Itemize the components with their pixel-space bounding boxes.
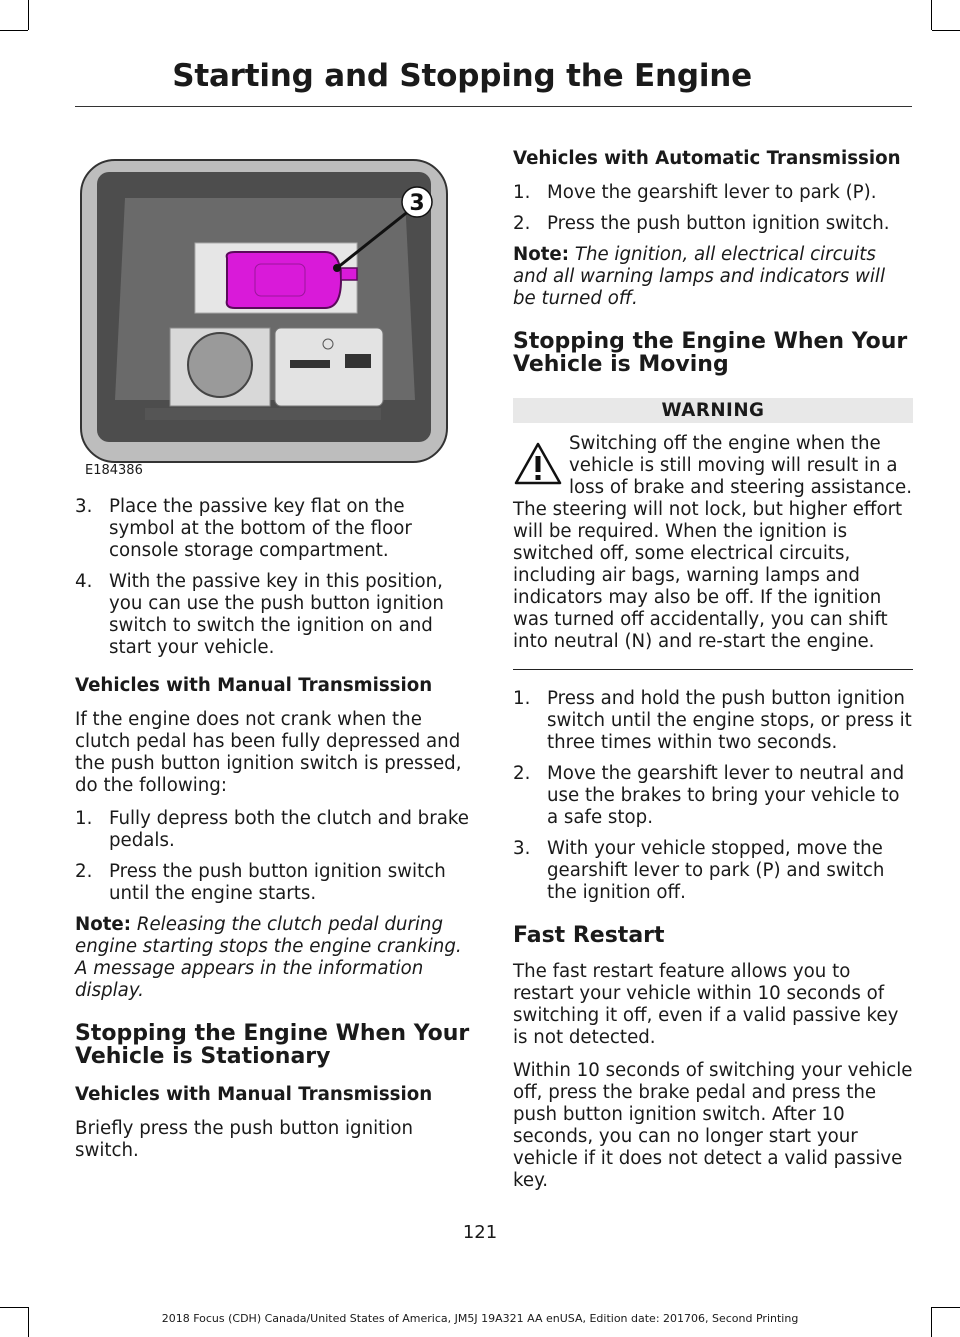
- list-number: 3.: [513, 838, 531, 859]
- list-item: [75, 571, 475, 659]
- note: [513, 244, 913, 310]
- list-number: 2.: [513, 213, 531, 234]
- list-text: Press the push button ignition switch.: [547, 213, 890, 234]
- crop-mark: [932, 1307, 960, 1308]
- list-number: 4.: [75, 571, 93, 592]
- list-text: Move the gearshift lever to park (P).: [547, 182, 877, 203]
- console-illustration: [75, 140, 453, 480]
- console-figure: [75, 140, 453, 480]
- list-number: 1.: [75, 808, 93, 829]
- list-item: [513, 213, 913, 235]
- warning-text: Switching off the engine when the vehicle is still moving will result in a loss of brake and steering assistance. The steering will not lock, but higher effort will be required. When the ignition is switched off, some electrical circuits, including air bags, warning lamps and indicators may also be off. If the ignition was turned off accidentally, you can shift into neutral (N) and re-start the engine.: [513, 433, 913, 652]
- list-item: [513, 688, 913, 754]
- list-number: 3.: [75, 496, 93, 517]
- section-heading: Fast Restart: [513, 923, 665, 948]
- steps-list-moving: [513, 688, 913, 904]
- right-column: [513, 140, 913, 1203]
- paragraph: Within 10 seconds of switching your vehicle off, press the brake pedal and press the push button ignition switch. After 10 seconds, you can no longer start your vehicle if it does not detect a valid passive key.: [513, 1060, 913, 1191]
- warning-box: [513, 433, 913, 670]
- section-heading: Stopping the Engine When Your Vehicle is Stationary: [75, 1021, 470, 1069]
- list-item: [513, 182, 913, 204]
- crop-mark: [0, 1307, 28, 1308]
- crop-mark: [931, 0, 932, 30]
- page-title: Starting and Stopping the Engine: [172, 58, 752, 94]
- left-column: [75, 140, 475, 1173]
- paragraph: Briefly press the push button ignition switch.: [75, 1118, 414, 1161]
- list-text: Place the passive key flat on the symbol at the bottom of the floor console storage compartment.: [109, 496, 412, 561]
- note-label: Note:: [75, 914, 132, 935]
- list-item: [75, 496, 475, 562]
- section-heading: Stopping the Engine When Your Vehicle is Moving: [513, 329, 908, 377]
- list-text: Press the push button ignition switch until the engine starts.: [109, 861, 446, 904]
- list-number: 1.: [513, 688, 531, 709]
- subheading: Vehicles with Manual Transmission: [75, 675, 433, 696]
- callout-number: 3: [409, 191, 425, 216]
- list-item: [513, 838, 913, 904]
- list-item: [513, 763, 913, 829]
- list-number: 2.: [75, 861, 93, 882]
- subheading: Vehicles with Manual Transmission: [75, 1084, 433, 1105]
- paragraph: The fast restart feature allows you to restart your vehicle within 10 seconds of switching it off, even if a valid passive key is not detected.: [513, 961, 899, 1048]
- list-text: With the passive key in this position, you can use the push button ignition switch to switch the ignition on and start your vehicle.: [109, 571, 444, 658]
- note-text: Releasing the clutch pedal during engine starting stops the engine cranking. A message appears in the information display.: [75, 914, 462, 1001]
- crop-mark: [28, 0, 29, 30]
- list-number: 2.: [513, 763, 531, 784]
- note-label: Note:: [513, 244, 570, 265]
- page-number: 121: [462, 1222, 498, 1243]
- paragraph: If the engine does not crank when the clutch pedal has been fully depressed and the push button ignition switch is pressed, do the following:: [75, 709, 462, 796]
- warning-triangle-icon: [513, 441, 563, 487]
- note-text: The ignition, all electrical circuits and all warning lamps and indicators will be turned off.: [513, 244, 886, 309]
- crop-mark: [932, 30, 960, 31]
- steps-list-a: [75, 496, 475, 659]
- list-text: With your vehicle stopped, move the gearshift lever to park (P) and switch the ignition off.: [547, 838, 885, 903]
- list-text: Fully depress both the clutch and brake pedals.: [109, 808, 469, 851]
- list-item: [75, 861, 475, 905]
- list-number: 1.: [513, 182, 531, 203]
- crop-mark: [0, 30, 28, 31]
- subheading: Vehicles with Automatic Transmission: [513, 148, 901, 169]
- steps-list-b: [75, 808, 475, 905]
- figure-code: E184386: [85, 463, 143, 478]
- list-text: Move the gearshift lever to neutral and use the brakes to bring your vehicle to a safe stop.: [547, 763, 905, 828]
- warning-label: WARNING: [513, 398, 913, 423]
- passive-key-icon: [227, 252, 357, 308]
- note: [75, 914, 475, 1002]
- page-footer: 2018 Focus (CDH) Canada/United States of America, JM5J 19A321 AA enUSA, Edition date: 201706, Second Printing: [161, 1312, 799, 1325]
- header-divider: [75, 106, 912, 107]
- list-text: Press and hold the push button ignition switch until the engine stops, or press it three times within two seconds.: [547, 688, 912, 753]
- list-item: [75, 808, 475, 852]
- steps-list-auto: [513, 182, 913, 235]
